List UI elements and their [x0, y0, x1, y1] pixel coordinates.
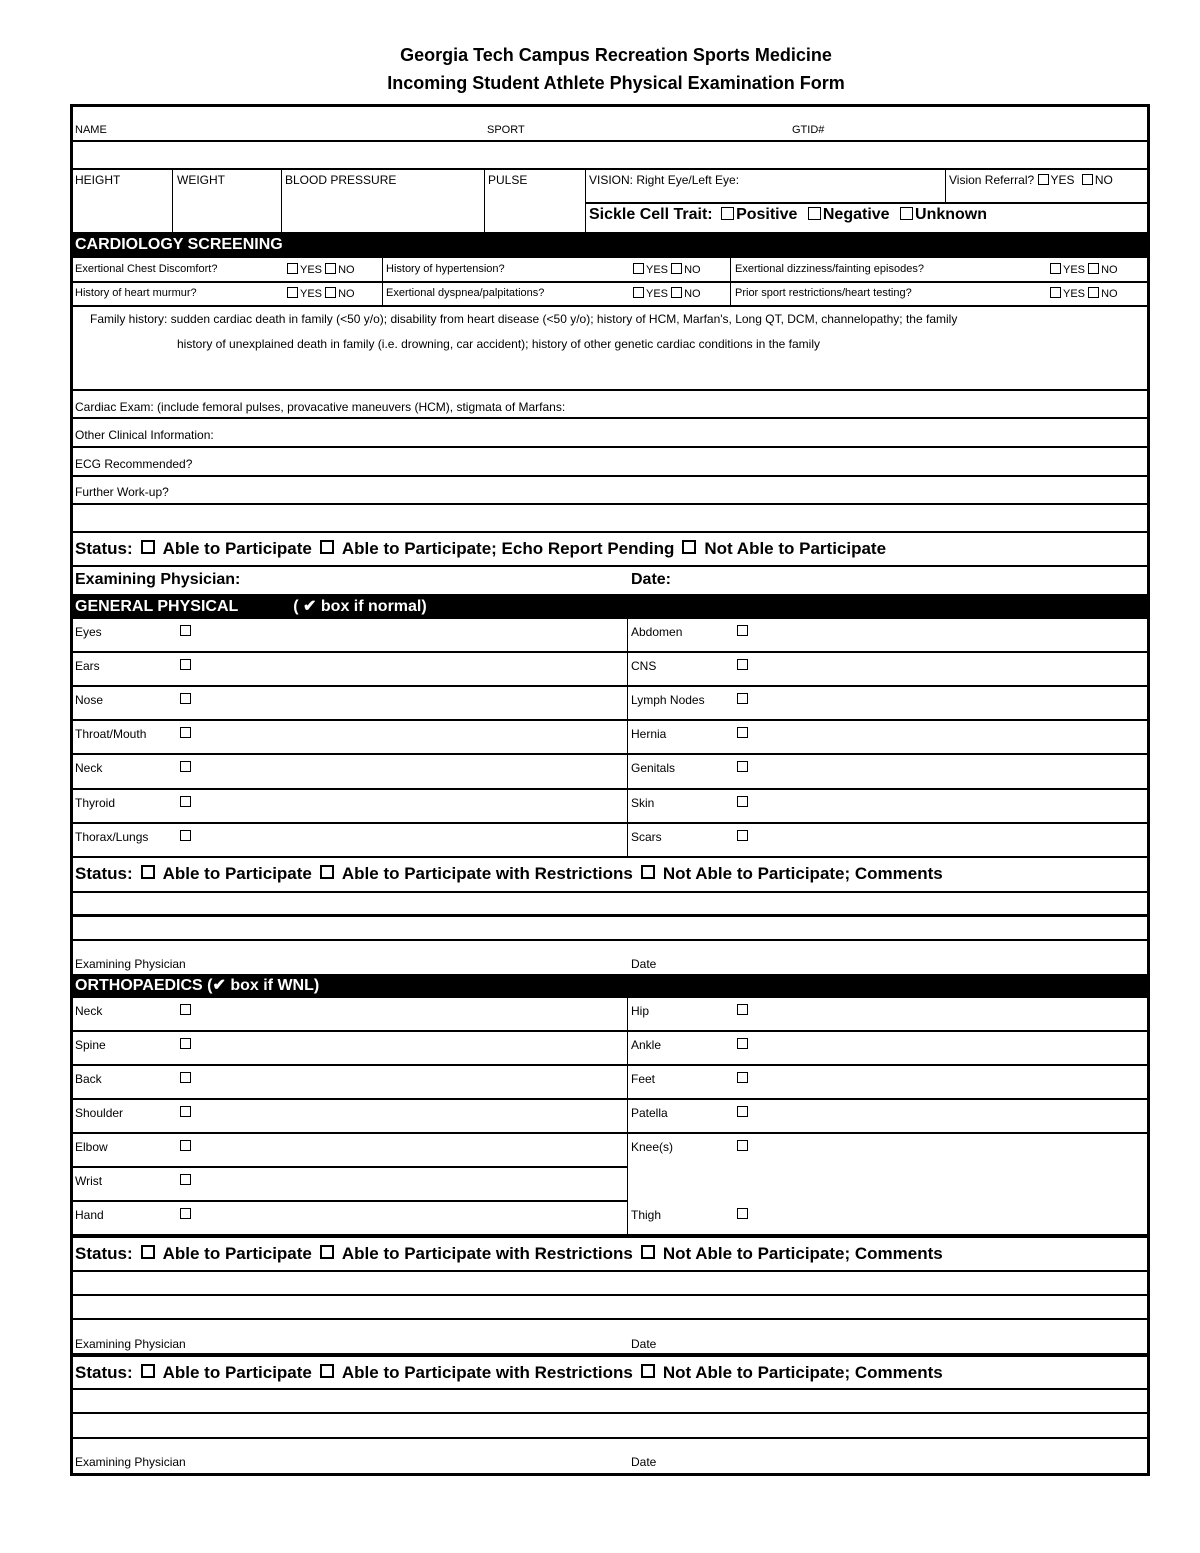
yes-no: YES NO: [1050, 287, 1118, 300]
checkbox[interactable]: [180, 761, 191, 772]
family-history-line2: history of unexplained death in family (i.e. drowning, car accident); history of other genetic cardiac conditions in the family: [177, 337, 820, 351]
general-physical-header: GENERAL PHYSICAL ( ✔ box if normal): [70, 594, 1150, 619]
rule: [627, 788, 1150, 790]
rule: [70, 1166, 628, 1168]
exam-item-label: Genitals: [631, 761, 676, 776]
checkbox[interactable]: [737, 727, 748, 738]
exam-item-label: Abdomen: [631, 625, 683, 639]
checkbox[interactable]: [141, 1245, 155, 1259]
checkbox[interactable]: [1050, 287, 1061, 298]
date-label: Date: [631, 1455, 657, 1469]
exam-item-label: Scars: [631, 829, 662, 844]
rule: [70, 685, 628, 687]
question: Exertional Chest Discomfort?: [75, 263, 218, 275]
rule: [627, 1030, 1150, 1032]
yes-no: YES NO: [287, 263, 355, 276]
checkbox[interactable]: [1082, 174, 1093, 185]
rule: [70, 719, 628, 721]
checkbox[interactable]: [737, 1038, 748, 1049]
rule: [70, 1353, 1150, 1357]
checkbox[interactable]: [141, 540, 155, 554]
rule: [70, 1270, 1150, 1272]
exam-item-label: Elbow: [75, 1140, 108, 1154]
orthopaedics-header: ORTHOPAEDICS (✔ box if WNL): [70, 974, 1150, 998]
checkbox[interactable]: [320, 865, 334, 879]
rule: [70, 651, 628, 653]
exam-item-label: Hip: [631, 1004, 650, 1018]
sickle-cell-label: Sickle Cell Trait:: [589, 206, 713, 223]
ortho-status: Status: Able to Participate Able to Participate with Restrictions Not Able to Participate; Comments: [75, 1244, 943, 1263]
examining-physician-label: Examining Physician:: [75, 571, 241, 588]
rule: [70, 281, 1150, 283]
checkbox[interactable]: [180, 625, 191, 636]
examining-physician-label: Examining Physician: [75, 957, 186, 971]
exam-item-label: Feet: [631, 1072, 656, 1086]
rule: [70, 305, 1150, 307]
checkbox[interactable]: [1038, 174, 1049, 185]
checkbox[interactable]: [737, 761, 748, 772]
checkbox[interactable]: [287, 263, 298, 274]
question: Prior sport restrictions/heart testing?: [735, 287, 912, 299]
question: History of hypertension?: [386, 263, 505, 275]
exam-item-label: Ankle: [631, 1038, 662, 1052]
exam-item-label: Wrist: [75, 1174, 103, 1188]
vision-label: VISION: Right Eye/Left Eye:: [589, 173, 740, 187]
checkbox[interactable]: [737, 1208, 748, 1219]
exam-item-label: Neck: [75, 1004, 103, 1018]
sickle-cell-row: [589, 206, 987, 224]
weight-label: WEIGHT: [177, 173, 225, 187]
unknown-label: Unknown: [915, 206, 988, 223]
checkbox[interactable]: [808, 207, 821, 220]
checkbox[interactable]: [737, 1004, 748, 1015]
divider: [172, 168, 173, 232]
other-clinical-label: Other Clinical Information:: [75, 428, 214, 442]
rule: [70, 1200, 628, 1202]
rule: [70, 1236, 1150, 1238]
checkbox[interactable]: [180, 796, 191, 807]
rule: [70, 475, 1150, 477]
checkbox[interactable]: [737, 796, 748, 807]
checkbox[interactable]: [1050, 263, 1061, 274]
exam-item-label: Lymph Nodes: [631, 693, 705, 708]
checkbox[interactable]: [737, 1072, 748, 1083]
rule: [627, 1064, 1150, 1066]
divider: [627, 619, 628, 858]
exam-item-label: Neck: [75, 761, 103, 776]
rule: [70, 168, 1150, 170]
checkbox[interactable]: [180, 727, 191, 738]
checkbox[interactable]: [1088, 263, 1099, 274]
yes-label: YES: [1050, 173, 1075, 187]
divider: [945, 168, 946, 202]
exam-item-label: Hand: [75, 1208, 104, 1222]
divider: [627, 998, 628, 1236]
divider: [585, 168, 586, 232]
further-workup-label: Further Work-up?: [75, 485, 169, 499]
date-label: Date:: [631, 571, 672, 588]
divider: [730, 258, 731, 305]
rule: [70, 856, 1150, 858]
question: Exertional dyspnea/palpitations?: [386, 287, 545, 299]
rule: [70, 1388, 1150, 1390]
rule: [70, 1064, 628, 1066]
checkbox[interactable]: [141, 1364, 155, 1378]
checkbox[interactable]: [641, 1245, 655, 1259]
exam-item-label: Spine: [75, 1038, 106, 1052]
status-label: Status:: [75, 539, 133, 558]
rule: [70, 1318, 1150, 1320]
rule: [70, 417, 1150, 419]
checkbox[interactable]: [320, 1245, 334, 1259]
rule: [585, 202, 1150, 204]
rule: [70, 565, 1150, 567]
checkbox[interactable]: [180, 1174, 191, 1185]
yes-no: YES NO: [1050, 263, 1118, 276]
rule: [70, 1294, 1150, 1296]
exam-item-label: Thigh: [631, 1208, 662, 1222]
checkbox[interactable]: [180, 1106, 191, 1117]
cardiac-exam-label: Cardiac Exam: (include femoral pulses, provacative maneuvers (HCM), stigmata of Marfans:: [75, 400, 566, 414]
ecg-label: ECG Recommended?: [75, 457, 193, 471]
exam-item-label: Ears: [75, 659, 100, 674]
gtid-label: GTID#: [792, 124, 825, 136]
rule: [70, 788, 628, 790]
exam-item-label: CNS: [631, 659, 657, 674]
rule: [627, 822, 1150, 824]
rule: [627, 651, 1150, 653]
checkbox[interactable]: [641, 1364, 655, 1378]
checkbox[interactable]: [633, 263, 644, 274]
rule: [70, 1132, 628, 1134]
checkbox[interactable]: [641, 865, 655, 879]
form-title: Georgia Tech Campus Recreation Sports Medicine: [400, 45, 832, 65]
checkbox[interactable]: [180, 1004, 191, 1015]
checkbox[interactable]: [737, 830, 748, 841]
checkbox[interactable]: [737, 693, 748, 704]
rule: [70, 891, 1150, 893]
rule: [627, 1098, 1150, 1100]
checkbox[interactable]: [1088, 287, 1099, 298]
height-label: HEIGHT: [75, 173, 121, 187]
exam-item-label: Nose: [75, 693, 104, 708]
checkbox[interactable]: [180, 830, 191, 841]
rule: [70, 1412, 1150, 1414]
checkbox[interactable]: [287, 287, 298, 298]
examining-physician-label: Examining Physician: [75, 1455, 186, 1469]
rule: [627, 1132, 1150, 1134]
checkbox[interactable]: [325, 263, 336, 274]
vision-referral: [949, 173, 1113, 187]
checkbox[interactable]: [180, 1140, 191, 1151]
name-label: NAME: [75, 124, 107, 136]
exam-item-label: Thorax/Lungs: [75, 829, 149, 844]
cardiology-header: CARDIOLOGY SCREENING: [70, 232, 1150, 258]
rule: [70, 446, 1150, 448]
rule: [70, 1030, 628, 1032]
name-field[interactable]: [73, 142, 1147, 168]
rule: [70, 1098, 628, 1100]
question: History of heart murmur?: [75, 287, 197, 299]
exam-item-label: Eyes: [75, 625, 102, 639]
general-status: Status: Able to Participate Able to Participate with Restrictions Not Able to Participate; Comments: [75, 864, 943, 883]
yes-no: YES NO: [633, 263, 701, 276]
divider: [281, 168, 282, 232]
exam-item-label: Thyroid: [75, 795, 116, 810]
checkbox[interactable]: [682, 540, 696, 554]
cardiology-status: Status: Able to Participate Able to Participate; Echo Report Pending Not Able to Participate: [75, 539, 887, 558]
checkbox[interactable]: [633, 287, 644, 298]
checkbox[interactable]: [721, 207, 734, 220]
rule: [627, 685, 1150, 687]
exam-item-label: Hernia: [631, 727, 667, 742]
yes-no: YES NO: [287, 287, 355, 300]
checkbox[interactable]: [141, 865, 155, 879]
date-label: Date: [631, 1337, 657, 1351]
rule: [627, 753, 1150, 755]
checkbox[interactable]: [671, 287, 682, 298]
checkbox[interactable]: [737, 659, 748, 670]
checkbox[interactable]: [180, 1072, 191, 1083]
checkbox[interactable]: [671, 263, 682, 274]
rule: [627, 719, 1150, 721]
divider: [484, 168, 485, 232]
no-label: NO: [1094, 173, 1113, 187]
vision-referral-label: Vision Referral?: [949, 173, 1035, 187]
exam-item-label: Knee(s): [631, 1140, 674, 1154]
form-subtitle: Incoming Student Athlete Physical Examination Form: [387, 73, 845, 93]
checkbox[interactable]: [180, 659, 191, 670]
checkbox[interactable]: [737, 1140, 748, 1151]
family-history-line1: Family history: sudden cardiac death in family (<50 y/o); disability from heart disease (<50 y/o); history of HCM, Marfan's, Long QT, DCM, channelopathy; the family: [90, 312, 958, 326]
positive-label: Positive: [736, 206, 798, 223]
checkbox[interactable]: [180, 693, 191, 704]
question: Exertional dizziness/fainting episodes?: [735, 263, 924, 275]
rule: [70, 753, 628, 755]
checkbox[interactable]: [900, 207, 913, 220]
checkbox[interactable]: [325, 287, 336, 298]
final-status: Status: Able to Participate Able to Participate with Restrictions Not Able to Participate; Comments: [75, 1363, 943, 1382]
pulse-label: PULSE: [488, 173, 528, 187]
checkbox[interactable]: [320, 540, 334, 554]
exam-item-label: Skin: [631, 795, 655, 810]
checkbox[interactable]: [180, 1208, 191, 1219]
rule: [70, 389, 1150, 391]
checkbox[interactable]: [737, 625, 748, 636]
examining-physician-label: Examining Physician: [75, 1337, 186, 1351]
rule: [70, 531, 1150, 533]
rule: [70, 503, 1150, 505]
sport-label: SPORT: [487, 124, 525, 136]
date-label: Date: [631, 957, 657, 971]
blood-pressure-label: BLOOD PRESSURE: [285, 173, 397, 187]
rule: [70, 822, 628, 824]
checkbox[interactable]: [737, 1106, 748, 1117]
exam-item-label: Patella: [631, 1106, 668, 1120]
exam-item-label: Shoulder: [75, 1106, 124, 1120]
exam-item-label: Throat/Mouth: [75, 727, 147, 742]
rule: [70, 914, 1150, 917]
checkbox[interactable]: [180, 1038, 191, 1049]
rule: [70, 939, 1150, 941]
checkbox[interactable]: [320, 1364, 334, 1378]
divider: [382, 258, 383, 305]
rule: [70, 1437, 1150, 1439]
yes-no: YES NO: [633, 287, 701, 300]
exam-item-label: Back: [75, 1072, 102, 1086]
negative-label: Negative: [822, 206, 890, 223]
